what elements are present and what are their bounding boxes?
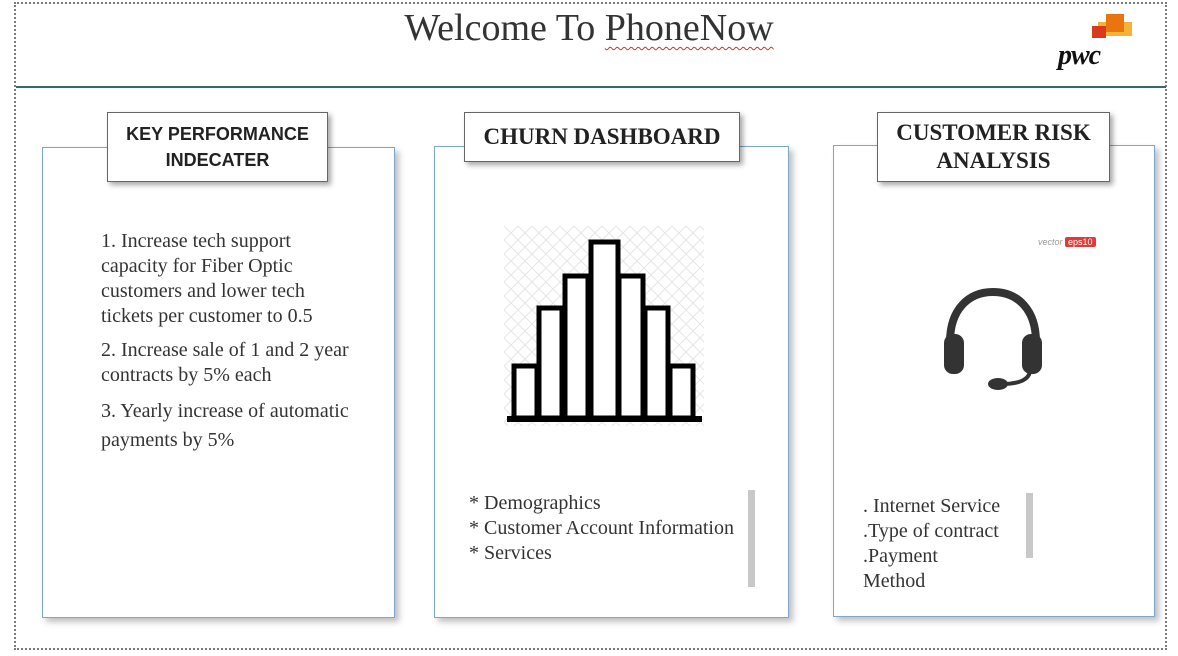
headset-ear-left xyxy=(944,334,964,374)
bar-chart-icon xyxy=(504,226,704,426)
kpi-item: 3. Yearly increase of automatic payments by 5% xyxy=(101,400,349,451)
watermark xyxy=(1038,237,1096,247)
kpi-tab-line1: KEY PERFORMANCE xyxy=(126,124,309,144)
icon-baseline xyxy=(507,416,702,422)
risk-tab-line1: CUSTOMER RISK xyxy=(896,120,1091,145)
churn-tab[interactable] xyxy=(464,112,740,162)
icon-bar xyxy=(539,308,562,418)
logo-block-red xyxy=(1092,26,1106,38)
risk-item: . Internet Service xyxy=(863,495,1001,517)
kpi-item: 2. Increase sale of 1 and 2 year contracts by 5% each xyxy=(101,339,349,386)
kpi-tab[interactable] xyxy=(107,112,328,182)
churn-item: * Customer Account Information xyxy=(469,517,734,539)
icon-bar xyxy=(619,276,643,418)
kpi-list xyxy=(101,229,361,464)
icon-bar xyxy=(514,366,537,418)
page-title xyxy=(0,6,1178,50)
pwc-logo xyxy=(1056,12,1136,72)
kpi-tab-line2: INDECATER xyxy=(165,150,270,170)
churn-item: * Services xyxy=(469,542,552,564)
risk-tab-line2: ANALYSIS xyxy=(936,148,1051,173)
header-divider xyxy=(16,86,1166,88)
risk-list xyxy=(863,494,1023,592)
risk-tab[interactable] xyxy=(877,112,1110,182)
risk-scrollbar[interactable] xyxy=(1026,493,1033,558)
icon-bar xyxy=(591,242,618,418)
churn-scrollbar[interactable] xyxy=(748,490,755,587)
logo-block-orange xyxy=(1106,14,1124,32)
churn-list xyxy=(469,491,739,591)
icon-bar xyxy=(670,366,693,418)
icon-bar xyxy=(645,308,668,418)
risk-item: .Payment xyxy=(863,545,938,567)
icon-bar xyxy=(565,276,588,418)
headset-band xyxy=(950,292,1036,342)
risk-item: .Type of contract xyxy=(863,520,999,542)
churn-item: * Demographics xyxy=(469,492,601,514)
kpi-item: 1. Increase tech support capacity for Fiber Optic customers and lower tech tickets per customer to 0.5 xyxy=(101,230,313,327)
headset-ear-right xyxy=(1022,334,1042,374)
watermark-badge: eps10 xyxy=(1065,237,1096,247)
headset-mic xyxy=(988,378,1008,390)
risk-item: Method xyxy=(863,570,926,592)
title-brand: PhoneNow xyxy=(604,7,774,49)
logo-wordmark: pwc xyxy=(1058,40,1101,71)
headset-icon xyxy=(938,284,1048,396)
watermark-text: vector xyxy=(1038,237,1063,247)
churn-tab-label: CHURN DASHBOARD xyxy=(483,124,721,149)
title-prefix: Welcome To xyxy=(404,7,605,49)
